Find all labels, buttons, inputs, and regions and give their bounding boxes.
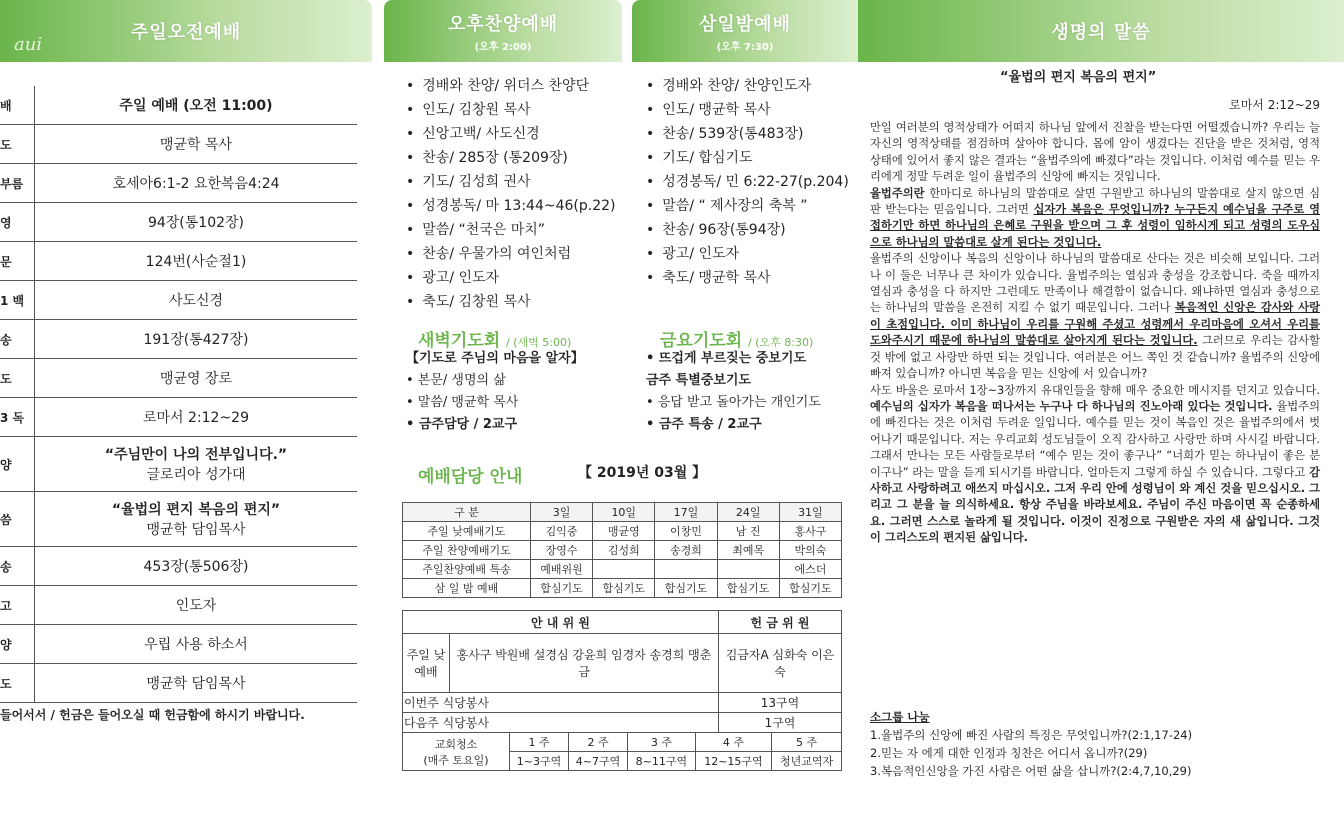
week-2: 2 주 — [569, 733, 628, 752]
question-3: 3.복음적인신앙을 가진 사람은 어떤 삶을 삽니까?(2:4,7,10,29) — [870, 764, 1192, 778]
week-3: 3 주 — [628, 733, 696, 752]
duty-header-row — [403, 503, 842, 522]
list-item-text: 인도/ 김창원 목사 — [422, 102, 531, 118]
duty-header-cell: 24일 — [717, 503, 779, 522]
list-item — [646, 266, 849, 290]
list-item — [646, 74, 849, 98]
bullet-icon: • — [646, 222, 655, 238]
duty-cell: 예배위원 — [530, 560, 592, 579]
list-item — [646, 170, 849, 194]
duty-table — [402, 502, 842, 598]
area-3: 8~11구역 — [628, 752, 696, 771]
order-key: 도 — [0, 664, 35, 703]
offering-note: 들어서서 / 헌금은 들어오실 때 헌금함에 하시기 바랍니다. — [0, 708, 305, 722]
order-value: 인도자 — [35, 586, 358, 625]
order-value: 우립 사용 하소서 — [35, 625, 358, 664]
duty-cell: 합심기도 — [593, 579, 655, 598]
duty-heading: 예배담당 안내 — [418, 467, 523, 487]
week-5: 5 주 — [772, 733, 842, 752]
prayer-line: • 뜨겁게 부르짖는 중보기도 — [646, 351, 807, 366]
p4-bold-end: 감사하고 사랑하려고 애쓰지 마십시오. 그저 우리 안에 성령님이 와 계신 것을 믿으십시오. 그리고 그 분을 늘 의식하세요. 항상 주님을 바라보세요. 주님이 주신 마음이면 꼭 순종하세요. 그러면 스스로 놀라게 될 것입니다. 이것이 진정으로 구원받은 자의 새 삶입니다. 그것이 그리스도의 편지된 삶입니다. — [870, 465, 1320, 545]
duty-cell: 박의숙 — [779, 541, 841, 560]
order-value: 맹균학 담임목사 — [35, 664, 358, 703]
sermon-body — [870, 120, 1320, 547]
next-week-kitchen-value: 1구역 — [718, 713, 841, 733]
duty-header-cell: 17일 — [655, 503, 717, 522]
order-value-main: “주님만이 나의 전부입니다.” — [104, 447, 288, 463]
list-item-text: 기도/ 합심기도 — [662, 150, 753, 166]
bullet-icon: • — [406, 78, 415, 94]
order-key: 문 — [0, 242, 35, 281]
p3-underline: 복음적인 신앙은 감사와 사랑이 초점입니다. 이미 하나님이 우리를 구원해 주셨고 성령께서 우리마음에 오셔서 우리를 도와주시기 때문에 하나님의 말씀대로 살아지게 된다는 것입니다. — [870, 301, 1320, 348]
order-row — [0, 125, 357, 164]
order-key: 영 — [0, 203, 35, 242]
bullet-icon: • — [646, 270, 655, 286]
duty-cell: 합심기도 — [717, 579, 779, 598]
list-item — [646, 122, 849, 146]
order-key: 송 — [0, 547, 35, 586]
duty-cell: 주일찬양예배 특송 — [403, 560, 531, 579]
prayer-line: • 말씀/ 맹균학 목사 — [406, 395, 519, 410]
bullet-icon: • — [646, 102, 655, 118]
bullet-icon: • — [406, 126, 415, 142]
bullet-icon: • — [406, 102, 415, 118]
list-item-text: 경배와 찬양/ 위더스 찬양단 — [422, 78, 590, 94]
order-key: 씀 — [0, 492, 35, 547]
list-item-text: 축도/ 김창원 목사 — [422, 294, 531, 310]
dawn-lines — [406, 348, 584, 436]
duty-cell: 이창민 — [655, 522, 717, 541]
sermon-p2 — [870, 186, 1320, 252]
word-title: 생명의 말씀 — [1051, 22, 1151, 43]
list-item — [406, 194, 615, 218]
duty-row — [403, 560, 842, 579]
question-1: 1.율법주의 신앙에 빠진 사람의 특징은 무엇입니까?(2:1,17-24) — [870, 728, 1193, 742]
sermon-p1: 만일 여러분의 영적상태가 어떠지 하나님 앞에서 진찰을 받는다면 어떨겠습니까? 우리는 늘 자신의 영적상태를 점검하며 살아야 합니다. 몸에 암이 생겼다는 진단을 받은 것처럼, 영적상태에 있어서 좋지 않은 결과는 “율법주의에 빠졌다”라는 것입니다. 이처럼 예수를 믿는 우리에게 정말 두려운 일이 율법주의 신앙에 빠지는 것입니다. — [870, 121, 1320, 184]
guide-committee-label: 안 내 위 원 — [403, 611, 719, 634]
list-item — [406, 170, 615, 194]
offering-names: 김금자A 심화숙 이은숙 — [718, 634, 841, 693]
order-row — [0, 164, 357, 203]
list-item-text: 경배와 찬양/ 찬양인도자 — [662, 78, 812, 94]
list-item-text: 인도/ 맹균학 목사 — [662, 102, 771, 118]
prayer-line: • 금주 특송 / 2교구 — [646, 417, 762, 432]
list-item — [406, 266, 615, 290]
order-row — [0, 320, 357, 359]
duty-row — [403, 579, 842, 598]
week-4: 4 주 — [695, 733, 771, 752]
order-value: 124번(사순절1) — [35, 242, 358, 281]
order-key: 배 — [0, 86, 35, 125]
order-value: 453장(통506장) — [35, 547, 358, 586]
small-group-heading: 소그룹 나눔 — [870, 710, 930, 724]
bullet-icon: • — [646, 150, 655, 166]
afternoon-order-list — [406, 74, 615, 314]
duty-cell: 홍사구 — [779, 522, 841, 541]
this-week-kitchen-value: 13구역 — [718, 693, 841, 713]
area-2: 4~7구역 — [569, 752, 628, 771]
duty-cell: 주일 낮예배기도 — [403, 522, 531, 541]
friday-sub: / (오후 8:30) — [748, 336, 814, 349]
committee-table — [402, 610, 842, 733]
duty-cell: 합심기도 — [530, 579, 592, 598]
duty-header-cell: 구 분 — [403, 503, 531, 522]
order-row — [0, 359, 357, 398]
sermon-p4 — [870, 383, 1320, 547]
this-week-kitchen-label: 이번주 식당봉사 — [403, 693, 719, 713]
bullet-icon: • — [646, 78, 655, 94]
order-key: 양 — [0, 625, 35, 664]
order-value: 맹균영 장로 — [35, 359, 358, 398]
prayer-line: • 금주담당 / 2교구 — [406, 417, 518, 432]
order-row — [0, 547, 357, 586]
dawn-sub: / (새벽 5:00) — [506, 336, 572, 349]
cleaning-table — [402, 732, 842, 771]
p2-bold: 율법주의란 — [870, 186, 925, 200]
list-item — [406, 290, 615, 314]
bullet-icon: • — [406, 198, 415, 214]
duty-cell — [593, 560, 655, 579]
header-wednesday — [632, 0, 858, 62]
sermon-title: “율법의 편지 복음의 편지” — [1000, 70, 1157, 85]
service-label: 주일 낮예배 — [403, 634, 450, 693]
dawn-title: 새벽기도회 — [418, 331, 501, 351]
order-key: 양 — [0, 437, 35, 492]
order-row — [0, 203, 357, 242]
duty-month: 【 2019년 03월 】 — [578, 465, 707, 481]
order-row — [0, 281, 357, 320]
list-item-text: 축도/ 맹균학 목사 — [662, 270, 771, 286]
offering-committee-label: 헌 금 위 원 — [718, 611, 841, 634]
list-item — [646, 98, 849, 122]
list-item — [646, 194, 849, 218]
order-value: 주일 예배 (오전 11:00) — [35, 86, 358, 125]
order-row — [0, 398, 357, 437]
list-item-text: 찬송/ 96장(통94장) — [662, 222, 786, 238]
order-key: 송 — [0, 320, 35, 359]
duty-cell: 에스더 — [779, 560, 841, 579]
duty-row — [403, 541, 842, 560]
order-value-main: “율법의 편지 복음의 편지” — [111, 502, 281, 518]
week-1: 1 주 — [510, 733, 569, 752]
order-value: 호세아6:1-2 요한복음4:24 — [35, 164, 358, 203]
duty-cell — [655, 560, 717, 579]
list-item — [406, 74, 615, 98]
sermon-p3 — [870, 251, 1320, 382]
friday-title: 금요기도회 — [660, 331, 743, 351]
bullet-icon: • — [406, 150, 415, 166]
bullet-icon: • — [646, 174, 655, 190]
order-value — [35, 492, 358, 547]
header-afternoon — [384, 0, 622, 62]
list-item — [646, 218, 849, 242]
list-item-text: 신앙고백/ 사도신경 — [422, 126, 540, 142]
list-item-text: 성경봉독/ 마 13:44~46(p.22) — [422, 198, 616, 214]
order-row — [0, 492, 357, 547]
bullet-icon: • — [406, 246, 415, 262]
duty-header-cell: 3일 — [530, 503, 592, 522]
order-key: 고 — [0, 586, 35, 625]
service-order-table — [0, 86, 357, 703]
cleaning-title: 교회청소 — [434, 737, 478, 751]
duty-cell: 송경희 — [655, 541, 717, 560]
afternoon-time: (오후 2:00) — [474, 41, 532, 53]
duty-cell: 삼 일 밤 예배 — [403, 579, 531, 598]
list-item-text: 광고/ 인도자 — [662, 246, 740, 262]
order-value: 191장(통427장) — [35, 320, 358, 359]
prayer-line: 금주 특별중보기도 — [646, 373, 751, 388]
guide-names: 홍사구 박원배 설경심 강윤희 임경자 송경희 맹춘금 — [450, 634, 719, 693]
list-item-text: 찬송/ 우물가의 여인처럼 — [422, 246, 572, 262]
cleaning-sub: (매주 토요일) — [423, 753, 489, 767]
list-item-text: 말씀/ “ 제사장의 축복 ” — [662, 198, 808, 214]
p4-mid: 율법주의에 빠진다는 것은 이처럼 두려운 일입니다. 예수를 믿는 것이 복음인 것은 율법주의에서 벗어나기 때문입니다. 저는 우리교회 성도님들이 오직 감사하고 사랑만 하며 사시길 바랍니다. 그래서 만나는 모든 사람들로부터 “예수 믿는 것이 좋구나” “너희가 믿는 하나님이 좋은 분이구나” 라는 말을 듣게 되시기를 바랍니다. 얼마든지 그렇게 하실 수 있습니다. 그렇다고 — [870, 399, 1320, 479]
list-item-text: 찬송/ 285장 (통209장) — [422, 150, 568, 166]
duty-cell: 김익중 — [530, 522, 592, 541]
duty-cell: 합심기도 — [655, 579, 717, 598]
list-item-text: 찬송/ 539장(통483장) — [662, 126, 804, 142]
duty-cell — [717, 560, 779, 579]
bullet-icon: • — [406, 270, 415, 286]
afternoon-title: 오후찬양예배 — [447, 13, 559, 35]
p2-underline: 십자가 복음은 무엇입니까? 누구든지 예수님을 구주로 영접하기만 하면 하나님의 은혜로 구원을 받으며 그 후 성령이 임하시게 되고 성령의 도우심으로 하나님의 말씀대로 살게 된다는 것입니다. — [870, 203, 1320, 249]
bullet-icon: • — [406, 294, 415, 310]
bullet-icon: • — [646, 126, 655, 142]
duty-cell: 주일 찬양예배기도 — [403, 541, 531, 560]
order-row — [0, 586, 357, 625]
left-tag: aui — [14, 34, 43, 55]
order-row — [0, 86, 357, 125]
list-item — [406, 218, 615, 242]
order-value-sub: 글로리아 성가대 — [146, 467, 246, 483]
p3-tail: 그러므로 우리는 감사할 것 밖에 없고 사랑만 하면 되는 것입니다. 여러분은 어느 쪽인 것 같습니까? 율법주의 신앙에 빠져 있습니까? 아니면 복음을 믿는 신앙에 서 있습니까? — [870, 334, 1320, 381]
duty-cell: 맹균영 — [593, 522, 655, 541]
order-row — [0, 437, 357, 492]
order-value-sub: 맹균학 담임목사 — [146, 522, 246, 538]
list-item-text: 성경봉독/ 민 6:22-27(p.204) — [662, 174, 849, 190]
p4-text: 사도 바울은 로마서 1장~3장까지 유대인들을 향해 매우 중요한 메시지를 던지고 있습니다. — [870, 383, 1320, 397]
header-word — [858, 0, 1344, 62]
duty-header-cell: 31일 — [779, 503, 841, 522]
order-key: 도 — [0, 359, 35, 398]
list-item — [646, 146, 849, 170]
order-row — [0, 625, 357, 664]
list-item — [646, 242, 849, 266]
list-item — [406, 122, 615, 146]
friday-lines — [646, 348, 821, 436]
area-1: 1~3구역 — [510, 752, 569, 771]
prayer-line: • 본문/ 생명의 삶 — [406, 373, 506, 388]
duty-cell: 남 진 — [717, 522, 779, 541]
bullet-icon: • — [406, 222, 415, 238]
order-key: 3 독 — [0, 398, 35, 437]
list-item-text: 광고/ 인도자 — [422, 270, 500, 286]
order-value — [35, 437, 358, 492]
duty-row — [403, 522, 842, 541]
order-key: 도 — [0, 125, 35, 164]
header-morning — [0, 0, 372, 62]
list-item-text: 기도/ 김성희 권사 — [422, 174, 531, 190]
duty-cell: 합심기도 — [779, 579, 841, 598]
list-item — [406, 98, 615, 122]
order-value: 맹균학 목사 — [35, 125, 358, 164]
wednesday-time: (오후 7:30) — [716, 41, 774, 53]
next-week-kitchen-label: 다음주 식당봉사 — [403, 713, 719, 733]
wednesday-title: 삼일밤예배 — [699, 13, 791, 35]
list-item-text: 말씀/ “천국은 마치” — [422, 222, 546, 238]
wednesday-order-list — [646, 74, 849, 290]
order-value: 94장(통102장) — [35, 203, 358, 242]
order-row — [0, 242, 357, 281]
p2-text: 한마디로 하나님의 말씀대로 살면 구원받고 하나님의 말씀대로 살지 않으면 심판 받는다는 믿음입니다. 그러면 — [870, 186, 1320, 217]
order-key: 부름 — [0, 164, 35, 203]
bullet-icon: • — [646, 198, 655, 214]
list-item — [406, 146, 615, 170]
order-value: 로마서 2:12~29 — [35, 398, 358, 437]
order-value: 사도신경 — [35, 281, 358, 320]
bullet-icon: • — [406, 174, 415, 190]
bullet-icon: • — [646, 246, 655, 262]
order-row — [0, 664, 357, 703]
sermon-reference: 로마서 2:12~29 — [1229, 98, 1320, 112]
duty-cell: 장영수 — [530, 541, 592, 560]
p4-bold: 예수님의 십자가 복음을 떠나서는 누구나 다 하나님의 진노아래 있다는 것입니다. — [870, 399, 1273, 413]
area-4: 12~15구역 — [695, 752, 771, 771]
list-item — [406, 242, 615, 266]
prayer-line: 【기도로 주님의 마음을 알자】 — [406, 351, 584, 366]
area-5: 청년교역자 — [772, 752, 842, 771]
order-key: 1 백 — [0, 281, 35, 320]
question-2: 2.믿는 자 에게 대한 인정과 칭찬은 어디서 옵니까?(29) — [870, 746, 1148, 760]
prayer-line: • 응답 받고 돌아가는 개인기도 — [646, 395, 821, 410]
duty-cell: 김성희 — [593, 541, 655, 560]
p3-text: 율법주의 신앙이나 복음의 신앙이나 하나님의 말씀대로 산다는 것은 비슷해 보입니다. 그러나 이 둘은 너무나 큰 차이가 있습니다. 율법주의는 열심과 충성을 강조합니다. 죽을 때까지 열심과 충성을 다 하지만 그런데도 만족이나 해결함이 없습니다. 왜냐하면 열심과 충성으로는 하나님의 말씀을 온전히 지킬 수 없기 때문입니다. 그러나 — [870, 252, 1320, 315]
duty-cell: 최예목 — [717, 541, 779, 560]
morning-title: 주일오전예배 — [130, 22, 242, 43]
cleaning-label — [403, 733, 510, 771]
duty-header-cell: 10일 — [593, 503, 655, 522]
